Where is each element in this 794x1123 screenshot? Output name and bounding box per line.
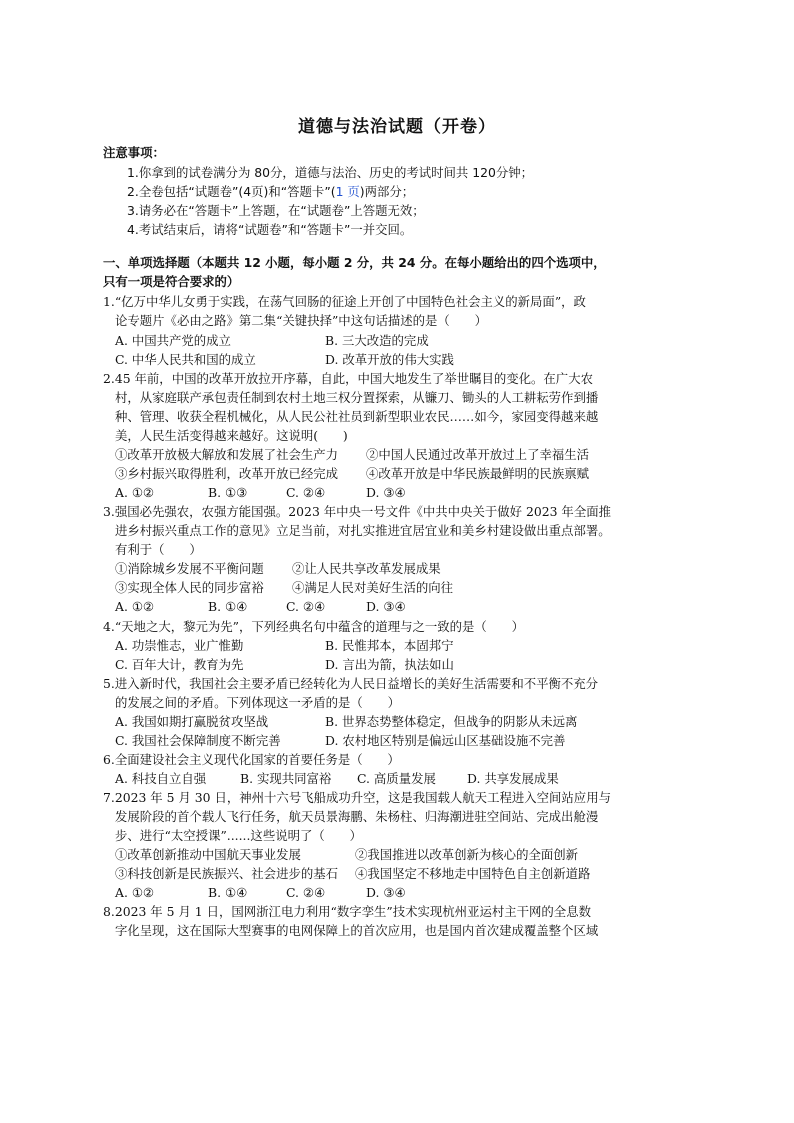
question-6-stem: 6.全面建设社会主义现代化国家的首要任务是（ ） [103, 752, 400, 767]
question-1-stem: 1.“亿万中华儿女勇于实践，在荡气回肠的征途上开创了中国特色社会主义的新局面”，政 [103, 294, 586, 309]
option: B. 世界态势整体稳定，但战争的阴影从未远离 [325, 714, 578, 729]
statement: ①改革开放极大解放和发展了社会生产力 [115, 447, 339, 462]
question-3-stem: 3.强国必先强农，农强方能国强。2023 年中央一号文件《中共中央关于做好 2023 年全面推 [103, 504, 611, 519]
statement: ④改革开放是中华民族最鲜明的民族禀赋 [366, 466, 590, 481]
statement: ①改革创新推动中国航天事业发展 [115, 847, 301, 862]
question-2-stem: 美，人民生活变得越来越好。这说明( ) [115, 428, 348, 443]
question-3-stem: 有利于（ ） [115, 542, 202, 557]
answer-choice: C. 高质量发展 [357, 771, 436, 786]
question-2-stem: 种、管理、收获全程机械化，从人民公社社员到新型职业农民……如今，家园变得越来越 [115, 409, 599, 424]
answer-choice: A. ①② [115, 885, 155, 900]
page-count-link[interactable]: 1 页 [335, 184, 360, 199]
option: A. 中国共产党的成立 [115, 333, 231, 348]
statement: ②让人民共享改革发展成果 [292, 561, 441, 576]
statement: ③乡村振兴取得胜利，改革开放已经完成 [115, 466, 339, 481]
option: D. 农村地区特别是偏远山区基础设施不完善 [325, 733, 566, 748]
question-4-stem: 4.“天地之大，黎元为先”，下列经典名句中蕴含的道理与之一致的是（ ） [103, 619, 524, 634]
question-2-stem: 村，从家庭联产承包责任制到农村土地三权分置探索，从镰刀、锄头的人工耕耘劳作到播 [115, 390, 599, 405]
section-heading: 一、单项选择题（本题共 12 小题，每小题 2 分，共 24 分。在每小题给出的四个选项中， [103, 255, 606, 270]
question-7-stem: 步、进行“太空授课”......这些说明了（ ） [115, 828, 362, 843]
note-item: 4.考试结束后，请将“试题卷”和“答题卡”一并交回。 [127, 222, 413, 237]
question-5-stem: 的发展之间的矛盾。下列体现这一矛盾的是（ ） [115, 695, 400, 710]
statement: ②我国推进以改革创新为核心的全面创新 [355, 847, 579, 862]
answer-choice: A. 科技自立自强 [115, 771, 207, 786]
question-1-stem: 论专题片《必由之路》第二集“关键抉择”中这句话描述的是（ ） [115, 313, 487, 328]
question-8-stem: 字化呈现，这在国际大型赛事的电网保障上的首次应用，也是国内首次建成覆盖整个区域 [115, 923, 599, 938]
statement: ①消除城乡发展不平衡问题 [115, 561, 264, 576]
option: C. 百年大计，教育为先 [115, 657, 244, 672]
option: B. 民惟邦本，本固邦宁 [325, 638, 454, 653]
answer-choice: D. ③④ [366, 599, 406, 614]
option: A. 我国如期打赢脱贫攻坚战 [115, 714, 269, 729]
question-2-stem: 2.45 年前，中国的改革开放拉开序幕，自此，中国大地发生了举世瞩目的变化。在广大农 [103, 371, 593, 386]
answer-choice: B. ①④ [208, 885, 248, 900]
question-3-stem: 进乡村振兴重点工作的意见》立足当前，对扎实推进宜居宜业和美乡村建设做出重点部署。 [115, 523, 611, 538]
answer-choice: D. ③④ [366, 885, 406, 900]
option: D. 言出为箭，执法如山 [325, 657, 454, 672]
option: B. 三大改造的完成 [325, 333, 429, 348]
notes-heading: 注意事项： [103, 145, 165, 160]
option: D. 改革开放的伟大实践 [325, 352, 454, 367]
option: C. 我国社会保障制度不断完善 [115, 733, 281, 748]
answer-choice: C. ②④ [286, 885, 326, 900]
answer-choice: B. 实现共同富裕 [240, 771, 332, 786]
option: A. 功崇惟志，业广惟勤 [115, 638, 244, 653]
page-title: 道德与法治试题（开卷） [298, 117, 496, 137]
question-5-stem: 5.进入新时代，我国社会主要矛盾已经转化为人民日益增长的美好生活需要和不平衡不充分 [103, 676, 599, 691]
statement: ④我国坚定不移地走中国特色自主创新道路 [355, 866, 591, 881]
option: C. 中华人民共和国的成立 [115, 352, 256, 367]
answer-choice: B. ①④ [208, 599, 248, 614]
answer-choice: A. ①② [115, 599, 155, 614]
statement: ④满足人民对美好生活的向往 [292, 580, 454, 595]
answer-choice: B. ①③ [208, 485, 248, 500]
note-item: 1.你拿到的试卷满分为 80分，道德与法治、历史的考试时间共 120分钟； [127, 165, 534, 180]
note-item: 2.全卷包括“试题卷”(4页)和“答题卡”(1 页)两部分； [127, 184, 415, 199]
answer-choice: C. ②④ [286, 599, 326, 614]
question-7-stem: 发展阶段的首个载人飞行任务，航天员景海鹏、朱杨柱、归海潮进驻空间站、完成出舱漫 [115, 809, 599, 824]
question-8-stem: 8.2023 年 5 月 1 日，国网浙江电力利用“数字孪生”技术实现杭州亚运村主干网的全息数 [103, 904, 591, 919]
answer-choice: A. ①② [115, 485, 155, 500]
note-item: 3.请务必在“答题卡”上答题，在“试题卷”上答题无效； [127, 203, 425, 218]
answer-choice: D. ③④ [366, 485, 406, 500]
statement: ②中国人民通过改革开放过上了幸福生活 [366, 447, 590, 462]
answer-choice: C. ②④ [286, 485, 326, 500]
statement: ③科技创新是民族振兴、社会进步的基石 [115, 866, 339, 881]
section-heading-cont: 只有一项是符合要求的） [103, 274, 240, 289]
statement: ③实现全体人民的同步富裕 [115, 580, 264, 595]
question-7-stem: 7.2023 年 5 月 30 日，神州十六号飞船成功升空，这是我国载人航天工程进入空间站应用与 [103, 790, 611, 805]
answer-choice: D. 共享发展成果 [467, 771, 559, 786]
